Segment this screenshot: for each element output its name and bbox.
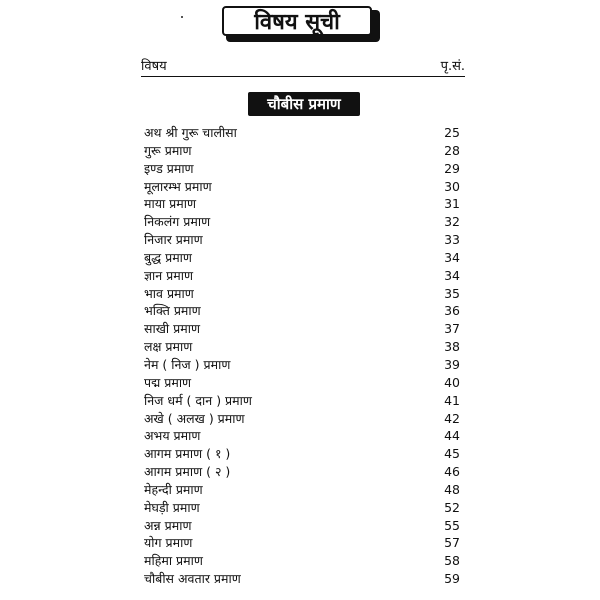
toc-entry-page: 28 (444, 142, 460, 158)
toc-entry-page: 31 (444, 196, 460, 212)
toc-entry-page: 29 (444, 160, 460, 176)
column-header (141, 54, 465, 74)
toc-entry-label: निजार प्रमाण (144, 232, 203, 248)
toc-entry-label: आगम प्रमाण ( २ ) (144, 464, 231, 480)
toc-entry-page: 36 (444, 303, 460, 319)
toc-entry-label: चौबीस अवतार प्रमाण (144, 571, 241, 587)
subject-column-label: विषय (141, 59, 167, 74)
toc-entry-label: अखे ( अलख ) प्रमाण (144, 410, 245, 426)
toc-entry-page: 45 (444, 446, 460, 462)
toc-entry-label: भक्ति प्रमाण (144, 303, 201, 319)
toc-entry-label: इण्ड प्रमाण (144, 160, 194, 176)
toc-entry[interactable] (144, 160, 460, 178)
toc-entry[interactable] (144, 124, 460, 142)
toc-entry-page: 48 (444, 481, 460, 497)
toc-list (144, 124, 460, 588)
toc-entry-page: 37 (444, 321, 460, 337)
toc-entry[interactable] (144, 302, 460, 320)
page-title: विषय सूची (222, 6, 372, 36)
toc-entry-page: 46 (444, 464, 460, 480)
toc-entry-label: गुरू प्रमाण (144, 142, 192, 158)
toc-entry[interactable] (144, 534, 460, 552)
toc-entry[interactable] (144, 320, 460, 338)
toc-entry-label: अभय प्रमाण (144, 428, 201, 444)
toc-entry-page: 44 (444, 428, 460, 444)
title-banner (222, 6, 382, 44)
toc-entry-label: पद्म प्रमाण (144, 374, 192, 390)
toc-entry[interactable] (144, 427, 460, 445)
toc-entry-page: 33 (444, 232, 460, 248)
toc-entry-page: 57 (444, 535, 460, 551)
toc-entry[interactable] (144, 285, 460, 303)
toc-entry-label: महिमा प्रमाण (144, 553, 203, 569)
toc-entry-label: ज्ञान प्रमाण (144, 267, 194, 283)
toc-entry-page: 38 (444, 339, 460, 355)
page-column-label: पृ.सं. (440, 59, 465, 74)
header-divider (141, 76, 465, 77)
toc-entry-page: 35 (444, 285, 460, 301)
toc-entry-page: 42 (444, 410, 460, 426)
toc-entry-label: माया प्रमाण (144, 196, 197, 212)
toc-entry-label: अन्न प्रमाण (144, 517, 192, 533)
toc-entry-page: 30 (444, 178, 460, 194)
toc-entry-label: अथ श्री गुरू चालीसा (144, 125, 237, 140)
toc-entry-page: 39 (444, 356, 460, 372)
toc-entry-page: 34 (444, 267, 460, 283)
toc-entry-page: 41 (444, 392, 460, 408)
toc-entry-label: बुद्ध प्रमाण (144, 249, 192, 265)
toc-entry-label: मेघड़ी प्रमाण (144, 499, 200, 515)
toc-entry[interactable] (144, 445, 460, 463)
toc-entry-label: आगम प्रमाण ( १ ) (144, 446, 231, 462)
toc-entry[interactable] (144, 356, 460, 374)
toc-entry-page: 32 (444, 214, 460, 230)
toc-entry-label: योग प्रमाण (144, 535, 193, 551)
toc-entry-label: निकलंग प्रमाण (144, 214, 211, 230)
speck (181, 16, 183, 18)
toc-entry[interactable] (144, 338, 460, 356)
toc-entry[interactable] (144, 463, 460, 481)
toc-entry-label: नेम ( निज ) प्रमाण (144, 356, 231, 372)
toc-entry[interactable] (144, 570, 460, 588)
toc-entry[interactable] (144, 178, 460, 196)
toc-entry[interactable] (144, 213, 460, 231)
toc-entry[interactable] (144, 392, 460, 410)
toc-entry-label: भाव प्रमाण (144, 285, 194, 301)
section-heading: चौबीस प्रमाण (248, 92, 360, 116)
toc-entry[interactable] (144, 481, 460, 499)
toc-entry[interactable] (144, 410, 460, 428)
toc-entry-label: निज धर्म ( दान ) प्रमाण (144, 392, 252, 408)
toc-entry-page: 59 (444, 571, 460, 587)
toc-entry-page: 55 (444, 517, 460, 533)
toc-entry[interactable] (144, 231, 460, 249)
toc-entry[interactable] (144, 195, 460, 213)
toc-entry-page: 52 (444, 499, 460, 515)
toc-entry[interactable] (144, 552, 460, 570)
toc-entry[interactable] (144, 267, 460, 285)
toc-entry[interactable] (144, 499, 460, 517)
toc-entry[interactable] (144, 374, 460, 392)
toc-entry-page: 40 (444, 374, 460, 390)
toc-entry-page: 25 (444, 125, 460, 140)
toc-entry-label: मूलारम्भ प्रमाण (144, 178, 212, 194)
toc-entry-label: मेहन्दी प्रमाण (144, 481, 203, 497)
toc-entry[interactable] (144, 142, 460, 160)
toc-entry-label: साखी प्रमाण (144, 321, 200, 337)
toc-entry-page: 34 (444, 249, 460, 265)
toc-entry-page: 58 (444, 553, 460, 569)
toc-entry-label: लक्ष प्रमाण (144, 339, 193, 355)
toc-entry[interactable] (144, 249, 460, 267)
toc-entry[interactable] (144, 517, 460, 535)
